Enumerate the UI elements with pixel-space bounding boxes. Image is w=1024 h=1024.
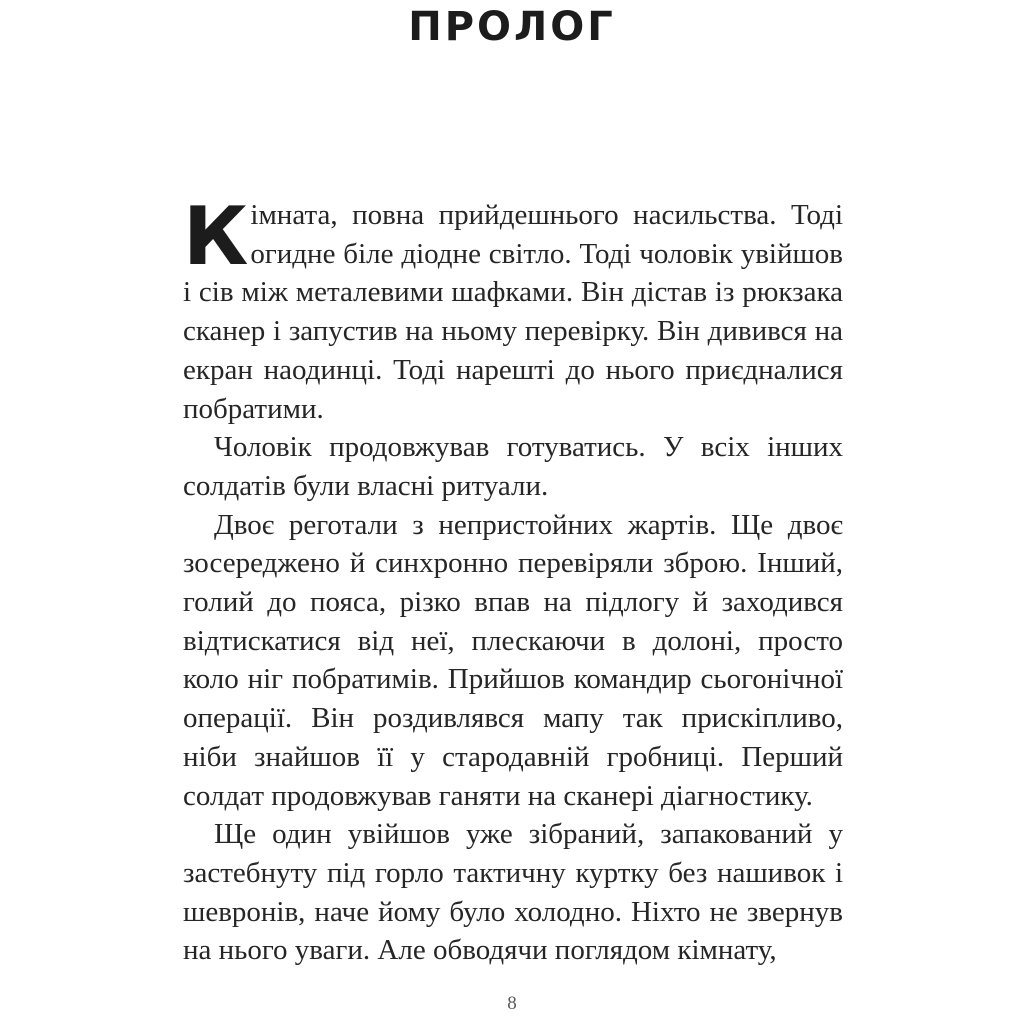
body-text xyxy=(183,190,843,970)
paragraph-1-text: імната, повна прийдешнього насильства. Тоді огидне біле діодне світло. Тоді чоловік увійшов і сів між металевими шафками. Він дістав із рюкзака сканер і запустив на ньому перевірку. Він дивився на екран наодинці. Тоді нарешті до нього приєдналися побратими. xyxy=(183,199,843,425)
drop-cap: К xyxy=(183,190,249,283)
paragraph-1 xyxy=(183,190,843,428)
paragraph-2: Чоловік продовжував готуватись. У всіх інших солдатів були власні ритуали. xyxy=(183,431,843,502)
page-number: 8 xyxy=(507,993,517,1014)
paragraph-4: Ще один увійшов уже зібраний, запакований у застебнуту під горло тактичну куртку без нашивок і шевронів, наче йому було холодно. Ніхто не звернув на нього уваги. Але обводячи поглядом кімнату, xyxy=(183,818,843,967)
chapter-title: ПРОЛОГ xyxy=(408,4,616,50)
paragraph-3: Двоє реготали з непристойних жартів. Ще двоє зосереджено й синхронно перевіряли зброю. Інший, голий до пояса, різко впав на підлогу й заходився відтискатися від неї, плескаючи в долоні, просто коло ніг побратимів. Прийшов командир сьогонічної операції. Він роздивлявся мапу так прискіпливо, ніби знайшов її у стародавній гробниці. Перший солдат продовжував ганяти на сканері діагностику. xyxy=(183,508,843,812)
